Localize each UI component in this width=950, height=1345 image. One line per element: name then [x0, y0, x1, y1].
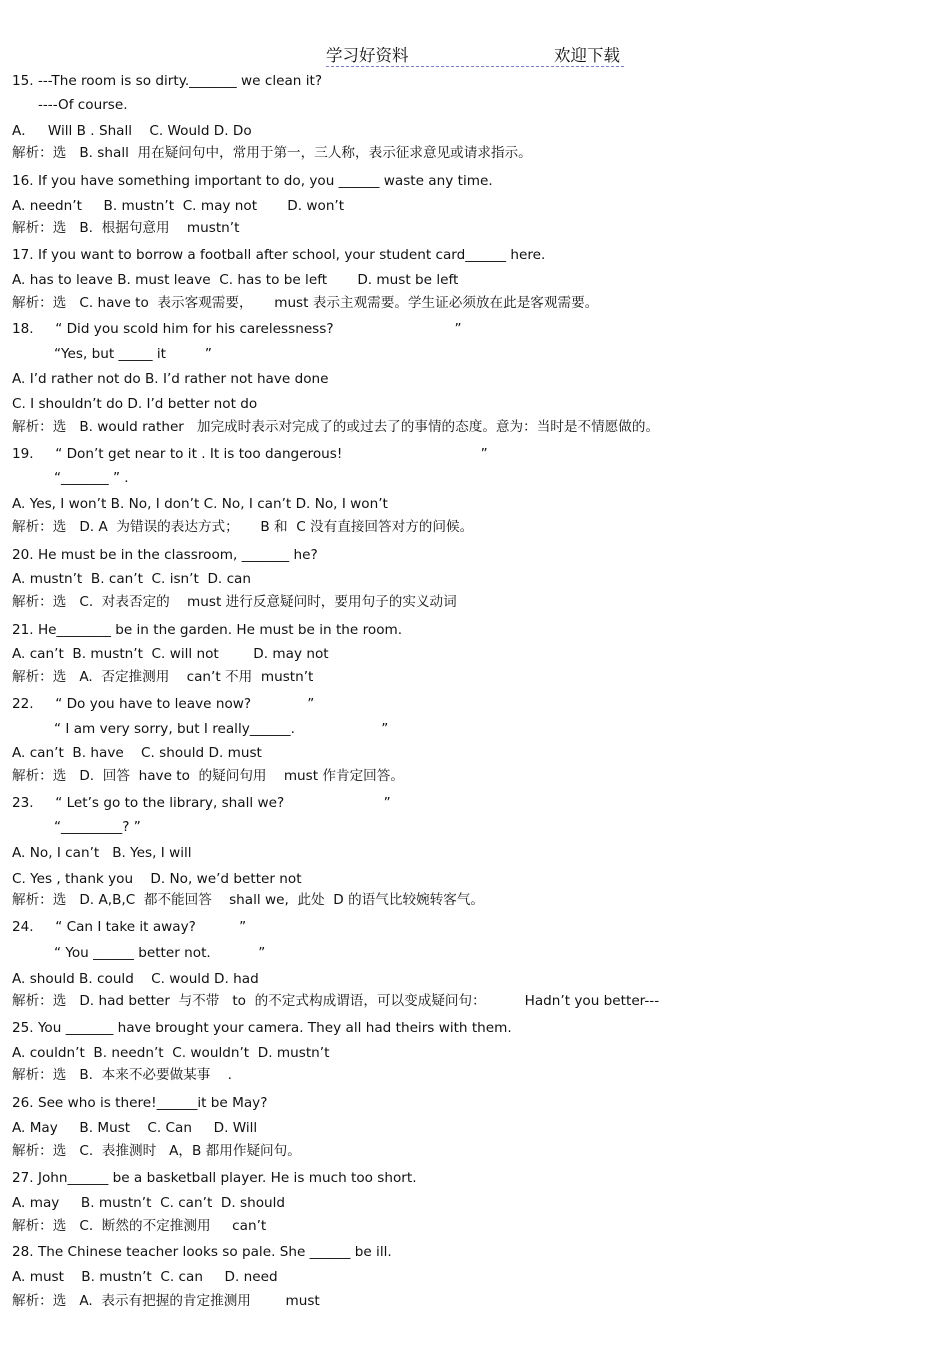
text-line: C. I shouldn’t do D. I’d better not do	[12, 396, 258, 412]
text-line: 17. If you want to borrow a football after school, your student card______ here.	[12, 247, 546, 263]
text-line: A. couldn’t B. needn’t C. wouldn’t D. mustn’t	[12, 1045, 330, 1061]
text-line: 22. “ Do you have to leave now? ”	[12, 696, 315, 712]
text-line: 26. See who is there!______it be May?	[12, 1095, 268, 1111]
text-line: 解析：选 D. 回答 have to 的疑问句用 must 作肯定回答。	[12, 768, 404, 784]
text-line: A. mustn’t B. can’t C. isn’t D. can	[12, 571, 251, 587]
text-line: A. May B. Must C. Can D. Will	[12, 1120, 258, 1136]
text-line: 25. You _______ have brought your camera. They all had theirs with them.	[12, 1020, 512, 1036]
text-line: 19. “ Don’t get near to it . It is too dangerous! ”	[12, 446, 488, 462]
text-line: 解析：选 D. A,B,C 都不能回答 shall we, 此处 D 的语气比较婉转客气。	[12, 892, 485, 908]
text-line: 27. John______ be a basketball player. He is much too short.	[12, 1170, 417, 1186]
text-line: A. may B. mustn’t C. can’t D. should	[12, 1195, 286, 1211]
text-line: 解析：选 C. 表推测时 A，B 都用作疑问句。	[12, 1143, 301, 1159]
text-line: A. I’d rather not do B. I’d rather not have done	[12, 371, 329, 387]
text-line: 解析：选 C. 断然的不定推测用 can’t	[12, 1218, 267, 1234]
page-header	[326, 40, 624, 67]
text-line: 15. ---The room is so dirty._______ we clean it?	[12, 73, 323, 89]
text-line: 解析：选 C. 对表否定的 must 进行反意疑问时，要用句子的实义动词	[12, 594, 457, 610]
text-line: A. should B. could C. would D. had	[12, 971, 259, 987]
text-line: 16. If you have something important to do, you ______ waste any time.	[12, 173, 493, 189]
text-line: 23. “ Let’s go to the library, shall we? ”	[12, 795, 391, 811]
header-left-text: 学习好资料	[326, 46, 409, 65]
text-line: 解析：选 D. had better 与不带 to 的不定式构成谓语，可以变成疑问句： Hadn’t you better---	[12, 993, 660, 1009]
text-line: 解析：选 B. 根据句意用 mustn’t	[12, 220, 240, 236]
text-line: ----Of course.	[38, 97, 128, 113]
text-line: A. must B. mustn’t C. can D. need	[12, 1269, 278, 1285]
text-line: 20. He must be in the classroom, _______ he?	[12, 547, 318, 563]
text-line: C. Yes , thank you D. No, we’d better not	[12, 871, 302, 887]
text-line: A. Yes, I won’t B. No, I don’t C. No, I can’t D. No, I won’t	[12, 496, 388, 512]
text-line: A． Will B . Shall C. Would D. Do	[12, 123, 252, 139]
text-line: 28. The Chinese teacher looks so pale. She ______ be ill.	[12, 1244, 392, 1260]
text-line: 解析：选 A. 表示有把握的肯定推测用 must	[12, 1293, 320, 1309]
text-line: A. has to leave B. must leave C. has to be left D. must be left	[12, 272, 459, 288]
text-line: 18. “ Did you scold him for his carelessness? ”	[12, 321, 462, 337]
text-line: A. No, I can’t B. Yes, I will	[12, 845, 192, 861]
text-line: “ You ______ better not. ”	[54, 945, 266, 961]
text-line: 解析：选 A. 否定推测用 can’t 不用 mustn’t	[12, 669, 314, 685]
text-line: A. can’t B. have C. should D. must	[12, 745, 262, 761]
text-line: 解析：选 D. A 为错误的表达方式； B 和 C 没有直接回答对方的问候。	[12, 519, 474, 535]
text-line: A. needn’t B. mustn’t C. may not D. won’t	[12, 198, 345, 214]
text-line: “ I am very sorry, but I really______. ”	[54, 721, 389, 737]
text-line: 解析：选 B. 本来不必要做某事 .	[12, 1067, 232, 1083]
text-line: 21. He________ be in the garden. He must be in the room.	[12, 622, 403, 638]
text-line: “_________? ”	[54, 819, 141, 835]
text-line: A. can’t B. mustn’t C. will not D. may not	[12, 646, 329, 662]
text-line: 解析：选 B. would rather 加完成时表示对完成了的或过去了的事情的态度。意为：当时是不情愿做的。	[12, 419, 660, 435]
text-line: 解析：选 B. shall 用在疑问句中，常用于第一，三人称，表示征求意见或请求指示。	[12, 145, 532, 161]
header-right-text: 欢迎下载	[554, 46, 620, 65]
text-line: “_______ ” .	[54, 470, 129, 486]
text-line: 24. “ Can I take it away? ”	[12, 919, 247, 935]
text-line: 解析：选 C. have to 表示客观需要， must 表示主观需要。学生证必须放在此是客观需要。	[12, 295, 599, 311]
text-line: “Yes, but _____ it ”	[54, 346, 212, 362]
